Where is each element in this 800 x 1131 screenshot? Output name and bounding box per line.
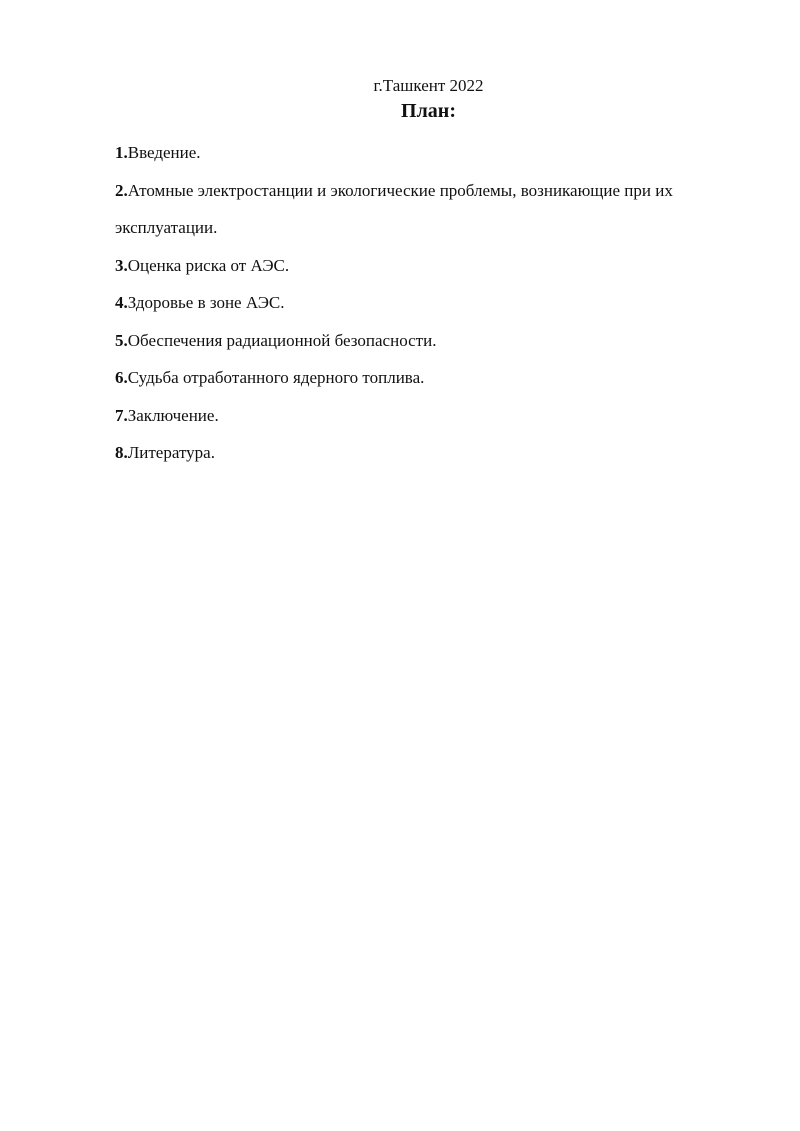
plan-item-text: Литература. <box>127 443 215 462</box>
plan-item-number: 4. <box>115 293 128 312</box>
plan-item-text: Обеспечения радиационной безопасности. <box>127 330 437 350</box>
plan-item-5 <box>115 322 725 360</box>
plan-item-text: Введение. <box>127 143 201 162</box>
plan-item-number: 5. <box>115 330 128 350</box>
city-year-line: г.Ташкент 2022 <box>373 76 484 95</box>
plan-item-1 <box>115 134 725 172</box>
plan-list <box>115 134 725 472</box>
plan-item-6 <box>115 359 725 397</box>
plan-item-2 <box>115 172 725 247</box>
plan-item-number: 7. <box>115 405 128 425</box>
plan-item-text: Атомные электростанции и экологические проблемы, возникающие при их эксплуатации. <box>115 180 673 237</box>
plan-item-text: Судьба отработанного ядерного топлива. <box>127 368 425 387</box>
plan-item-number: 8. <box>115 443 128 462</box>
plan-item-7 <box>115 397 725 435</box>
plan-item-4 <box>115 284 725 322</box>
plan-item-number: 6. <box>115 368 128 387</box>
plan-title: План: <box>401 100 456 122</box>
plan-item-3 <box>115 247 725 285</box>
plan-item-text: Здоровье в зоне АЭС. <box>127 293 285 312</box>
plan-item-number: 3. <box>115 255 128 275</box>
plan-item-number: 1. <box>115 143 128 162</box>
plan-item-text: Оценка риска от АЭС. <box>127 255 290 275</box>
plan-item-8 <box>115 434 725 472</box>
plan-item-number: 2. <box>115 180 128 200</box>
plan-item-text: Заключение. <box>127 405 219 425</box>
